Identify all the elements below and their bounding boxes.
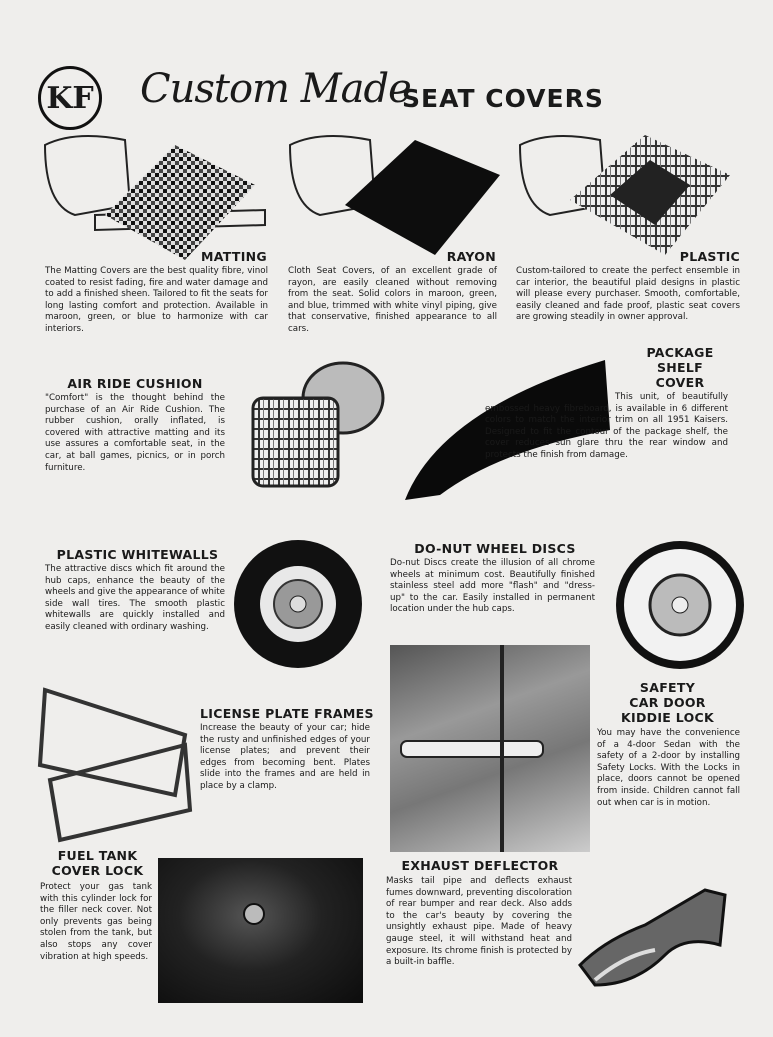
license-title: LICENSE PLATE FRAMES xyxy=(200,706,374,721)
safety-lock-title xyxy=(595,680,740,725)
fuel-tank-title xyxy=(40,848,155,878)
title-line: SHELF xyxy=(656,360,703,375)
rayon-title: RAYON xyxy=(446,249,496,264)
exhaust-title: EXHAUST DEFLECTOR xyxy=(401,858,559,873)
donut-text: Do-nut Discs create the illusion of all chrome wheels at minimum cost. Beautifully finished stainless steel add more "flash" and "dress-up" to the car. Easily installed in permanent location under the hub caps. xyxy=(390,558,595,615)
kf-logo xyxy=(38,66,102,130)
matting-text: The Matting Covers are the best quality fibre, vinol coated to resist fading, fire and water damage and to add a finished sheen. Tailored to fit the seats for long lasting comfort and protection. Available in maroon, green, or blue to harmonize with car interiors. xyxy=(45,266,268,334)
script-title: Custom Made xyxy=(140,66,411,112)
car-door-lock-photo xyxy=(390,645,590,852)
donut-title: DO-NUT WHEEL DISCS xyxy=(414,541,576,556)
rayon-seat-image xyxy=(285,125,515,260)
exhaust-text: Masks tail pipe and deflects exhaust fumes downward, preventing discoloration of rear bumper and rear deck. Also adds to the car's beauty by covering the unsightly exhaust pipe. Made of heavy gauge steel, it will withstand heat and exposure. Its chrome finish is protected by a built-in baffle. xyxy=(386,876,572,968)
license-text: Increase the beauty of your car; hide the rusty and unfinished edges of your license plates; and prevent their edges from becoming bent. Plates slide into the frames and are held in place by a clamp. xyxy=(200,723,370,791)
plastic-seat-image xyxy=(515,125,745,260)
air-ride-title: AIR RIDE CUSHION xyxy=(67,376,203,391)
package-shelf-title xyxy=(630,345,730,390)
plastic-text: Custom-tailored to create the perfect ensemble in car interior, the beautiful plaid designs in plastic will please every purchaser. Smooth, comfortable, easily cleaned and fade proof, plastic seat covers are growing steadily in owner approval. xyxy=(516,266,740,323)
air-ride-cushion-image xyxy=(248,358,388,493)
package-shelf-body: This unit, of beautifully embossed heavy fibreboard, is available in 6 different colors to match the interior trim on all 1951 Kaisers. Designed to fit the contour of the package shelf, the cover reduces sun glare thru the rear window and protects the finish from damage. xyxy=(485,392,728,460)
safety-lock-text: You may have the convenience of a 4-door Sedan with the safety of a 2-door by installing Safety Locks. With the Locks in place, doors cannot be opened from inside. Children cannot fall out when car is in motion. xyxy=(597,728,740,808)
exhaust-deflector-image xyxy=(575,885,740,990)
matting-title: MATTING xyxy=(201,249,267,264)
title-line: COVER LOCK xyxy=(51,863,144,878)
rayon-text: Cloth Seat Covers, of an excellent grade of rayon, are easily cleaned without removing from the seat. Solid colors in maroon, green, and blue, trimmed with white vinyl piping, give that conservative, finished appearance to all cars. xyxy=(288,266,497,334)
title-line: KIDDIE LOCK xyxy=(621,710,714,725)
fuel-tank-text: Protect your gas tank with this cylinder lock for the filler neck cover. Not only prevents gas being stolen from the tank, but also stops any cover vibration at high speeds. xyxy=(40,882,152,962)
package-shelf-text xyxy=(485,392,728,462)
matting-seat-image xyxy=(35,125,270,260)
logo-text: KF xyxy=(46,80,94,116)
license-plate-frames-image xyxy=(35,685,195,845)
whitewall-tire-image xyxy=(232,538,364,670)
donut-wheel-disc-image xyxy=(613,538,748,673)
air-ride-text: "Comfort" is the thought behind the purchase of an Air Ride Cushion. The rubber cushion, orally inflated, is covered with attractive matting and its use assures a comfortable seat, in the car, at ball games, picnics, or in porch furniture. xyxy=(45,393,225,473)
title-line: CAR DOOR xyxy=(629,695,706,710)
title-line: SAFETY xyxy=(639,680,696,695)
whitewalls-text: The attractive discs which fit around the hub caps, enhance the beauty of the wheels and give the appearance of white side wall tires. The smooth plastic whitewalls are quickly installed and easily cleaned with ordinary washing. xyxy=(45,564,225,632)
plastic-title: PLASTIC xyxy=(679,249,740,264)
page-title: SEAT COVERS xyxy=(402,84,604,113)
title-line: COVER xyxy=(655,375,705,390)
title-line: PACKAGE xyxy=(646,345,714,360)
whitewalls-title: PLASTIC WHITEWALLS xyxy=(56,547,219,562)
title-line: FUEL TANK xyxy=(57,848,138,863)
fuel-tank-lock-photo xyxy=(158,858,363,1003)
